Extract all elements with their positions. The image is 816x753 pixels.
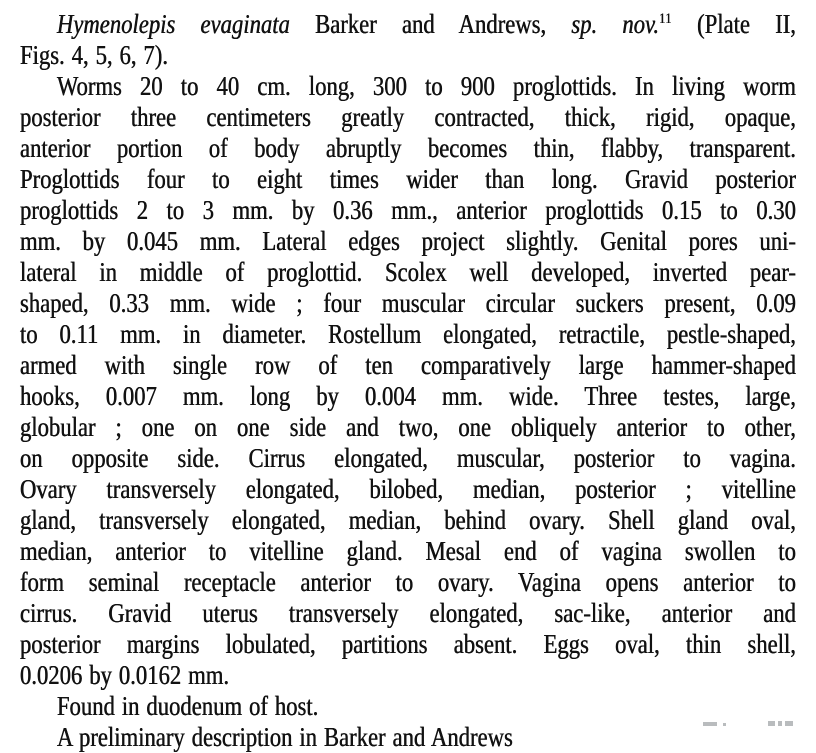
- text-line: [20, 164, 796, 195]
- text-line: [20, 536, 796, 567]
- text-segment: shaped, 0.33 mm. wide ; four muscular circular suckers present, 0.09: [20, 288, 796, 318]
- footnote-marker: 11: [659, 11, 672, 27]
- text-line: [20, 9, 796, 40]
- text-line: [20, 691, 796, 722]
- text-segment: armed with single row of ten comparatively large hammer-shaped: [20, 350, 796, 380]
- scan-artifact: [703, 722, 717, 726]
- text-line: [20, 660, 796, 691]
- text-segment: median, anterior to vitelline gland. Mesal end of vagina swollen to: [20, 536, 796, 566]
- text-line: [20, 381, 796, 412]
- text-segment: A preliminary description in Barker and Andrews: [56, 722, 513, 752]
- text-line: [20, 443, 796, 474]
- text-segment: Barker and Andrews,: [289, 9, 572, 39]
- text-segment: cirrus. Gravid uterus transversely elongated, sac-like, anterior and: [20, 598, 796, 628]
- text-segment: on opposite side. Cirrus elongated, muscular, posterior to vagina.: [20, 443, 796, 473]
- text-segment: mm. by 0.045 mm. Lateral edges project slightly. Genital pores uni-: [20, 226, 796, 256]
- scanned-page-text: [20, 9, 816, 753]
- text-line: [20, 598, 796, 629]
- text-segment: Proglottids four to eight times wider than long. Gravid posterior: [20, 164, 796, 194]
- text-line: [20, 102, 796, 133]
- text-segment: Found in duodenum of host.: [56, 691, 319, 721]
- text-segment: anterior portion of body abruptly becomes thin, flabby, transparent.: [20, 133, 796, 163]
- text-segment: to 0.11 mm. in diameter. Rostellum elongated, retractile, pestle-shaped,: [20, 319, 796, 349]
- text-segment: globular ; one on one side and two, one obliquely anterior to other,: [20, 412, 796, 442]
- text-line-cutoff: [20, 722, 796, 753]
- text-line: [20, 629, 796, 660]
- scan-artifact: [723, 723, 726, 726]
- text-segment: Hymenolepis evaginata: [56, 9, 290, 39]
- text-line: [20, 133, 796, 164]
- text-line: [20, 226, 796, 257]
- text-segment: posterior margins lobulated, partitions absent. Eggs oval, thin shell,: [20, 629, 796, 659]
- text-line: [20, 257, 796, 288]
- text-segment: sp. nov.: [571, 9, 660, 39]
- scan-artifact: [785, 721, 793, 726]
- text-line: [20, 71, 796, 102]
- text-segment: Ovary transversely elongated, bilobed, median, posterior ; vitelline: [20, 474, 796, 504]
- text-segment: hooks, 0.007 mm. long by 0.004 mm. wide. Three testes, large,: [20, 381, 796, 411]
- text-segment: Figs. 4, 5, 6, 7).: [20, 40, 169, 70]
- scan-artifact: [778, 721, 782, 726]
- text-segment: proglottids 2 to 3 mm. by 0.36 mm., anterior proglottids 0.15 to 0.30: [20, 195, 796, 225]
- text-line: [20, 288, 796, 319]
- text-line: [20, 195, 796, 226]
- text-line: [20, 350, 796, 381]
- text-line: [20, 40, 796, 71]
- text-segment: form seminal receptacle anterior to ovary. Vagina opens anterior to: [20, 567, 796, 597]
- text-segment: gland, transversely elongated, median, behind ovary. Shell gland oval,: [20, 505, 796, 535]
- text-line: [20, 567, 796, 598]
- text-line: [20, 412, 796, 443]
- text-segment: lateral in middle of proglottid. Scolex well developed, inverted pear-: [20, 257, 796, 287]
- text-segment: (Plate II,: [671, 9, 796, 39]
- text-line: [20, 505, 796, 536]
- scan-artifact: [768, 721, 775, 726]
- text-line: [20, 319, 796, 350]
- text-segment: posterior three centimeters greatly contracted, thick, rigid, opaque,: [20, 102, 796, 132]
- text-line: [20, 474, 796, 505]
- text-segment: 0.0206 by 0.0162 mm.: [20, 660, 230, 690]
- text-segment: Worms 20 to 40 cm. long, 300 to 900 proglottids. In living worm: [56, 71, 796, 101]
